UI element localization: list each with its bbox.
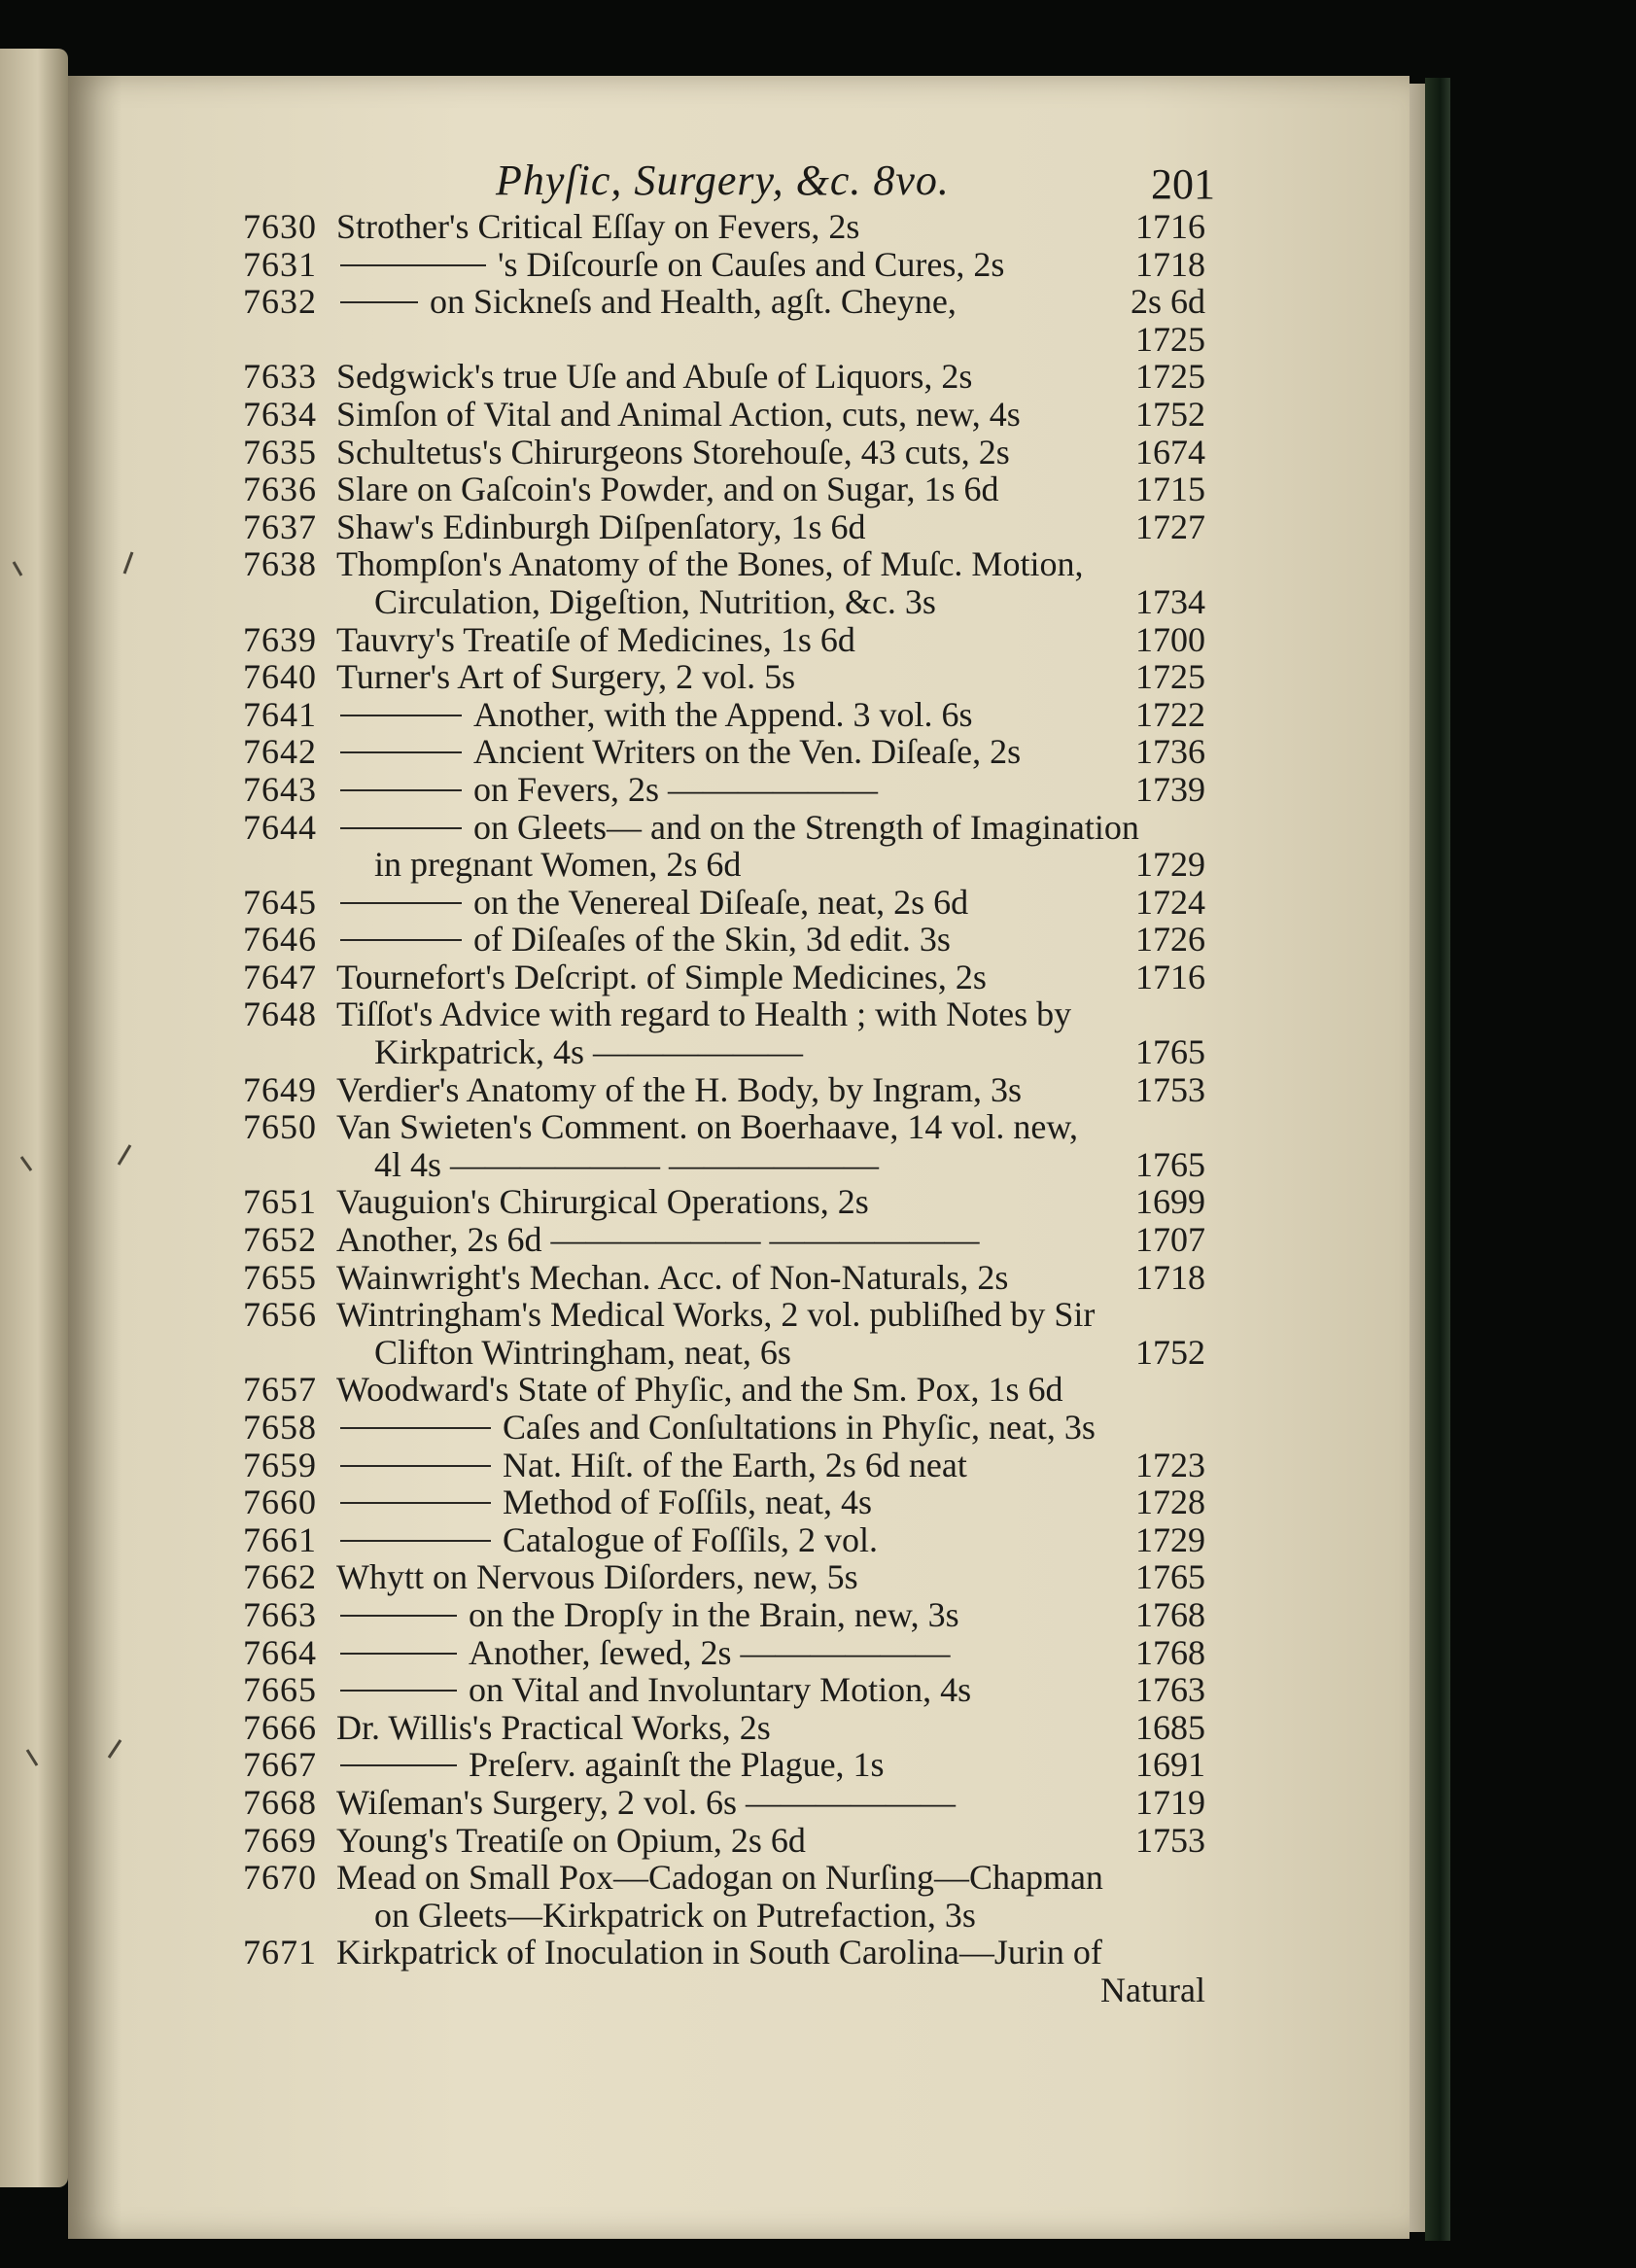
catalogue-entry [243, 1671, 1205, 1709]
entry-title: Turner's Art of Surgery, 2 vol. 5s [336, 657, 796, 697]
entry-continuation [243, 1146, 1205, 1184]
catalogue-entry [243, 1634, 1205, 1672]
catalogue-entry [243, 621, 1205, 659]
entry-number: 7631 [243, 244, 317, 284]
entry-title: on Fevers, 2s —————— [473, 769, 878, 809]
entry-continuation [243, 1033, 1205, 1071]
entry-title: Mead on Small Pox—Cadogan on Nurſing—Chapman [336, 1858, 1103, 1898]
entry-number: 7633 [243, 357, 317, 397]
entry-year: 1728 [1135, 1483, 1205, 1522]
catalogue-entry [243, 434, 1205, 471]
entry-title: on Gleets— and on the Strength of Imagination [473, 807, 1139, 847]
entry-year: 1739 [1135, 769, 1205, 809]
entry-title: Young's Treatiſe on Opium, 2s 6d [336, 1820, 806, 1860]
entry-title: Wainwright's Mechan. Acc. of Non-Naturals, 2s [336, 1257, 1009, 1297]
catalogue-entry [243, 1746, 1205, 1784]
entry-number: 7656 [243, 1295, 317, 1335]
catalogue-entry [243, 545, 1205, 583]
entry-year: 1723 [1135, 1445, 1205, 1484]
entry-number: 7641 [243, 694, 317, 734]
entry-number: 7670 [243, 1858, 317, 1898]
entry-title: Verdier's Anatomy of the H. Body, by Ingram, 3s [336, 1069, 1023, 1109]
entry-year: 1753 [1135, 1820, 1205, 1860]
entry-year: 2s 6d [1130, 282, 1205, 322]
entry-number: 7661 [243, 1519, 317, 1559]
entry-year: 1725 [1135, 319, 1205, 359]
catalogue-entry [243, 658, 1205, 696]
entry-year: 1753 [1135, 1069, 1205, 1109]
entry-continuation [243, 1334, 1205, 1372]
catalogue-entry [243, 1071, 1205, 1109]
entry-number: 7651 [243, 1182, 317, 1222]
catalogue-entry [243, 1784, 1205, 1822]
entry-year: 1724 [1135, 882, 1205, 922]
catalogue-entry [243, 283, 1205, 321]
entry-title: Sedgwick's true Uſe and Abuſe of Liquors, 2s [336, 357, 973, 397]
entry-number: 7643 [243, 769, 317, 809]
entry-title: Nat. Hiſt. of the Earth, 2s 6d neat [503, 1445, 967, 1484]
catalogue-entry [243, 809, 1205, 847]
catalogue-entry [243, 1409, 1205, 1447]
ditto-rule [340, 1502, 491, 1504]
entry-number: 7648 [243, 994, 317, 1034]
entry-number: 7649 [243, 1069, 317, 1109]
ditto-rule [340, 715, 462, 716]
entry-number: 7665 [243, 1670, 317, 1710]
catalogue-entry [243, 208, 1205, 246]
entry-year: 1691 [1135, 1745, 1205, 1785]
catalogue-entry [243, 995, 1205, 1033]
catalogue-entry [243, 1371, 1205, 1409]
entry-number: 7644 [243, 807, 317, 847]
entry-title: Simſon of Vital and Animal Action, cuts, new, 4s [336, 394, 1021, 434]
page-header [496, 156, 1215, 214]
entry-title: Wiſeman's Surgery, 2 vol. 6s —————— [336, 1782, 956, 1822]
entry-number: 7658 [243, 1408, 317, 1447]
entry-title: of Diſeaſes of the Skin, 3d edit. 3s [473, 920, 951, 960]
catalogue-entry [243, 246, 1205, 284]
catalogue-entry [243, 1934, 1205, 1971]
entry-year: 1699 [1135, 1182, 1205, 1222]
catalogue-entry [243, 471, 1205, 508]
ditto-rule [340, 789, 462, 791]
entry-year: 1768 [1135, 1632, 1205, 1672]
entry-year: 1763 [1135, 1670, 1205, 1710]
entry-number: 7650 [243, 1107, 317, 1147]
entry-title: on the Dropſy in the Brain, new, 3s [469, 1594, 959, 1634]
catalogue-entry [243, 1596, 1205, 1634]
entry-title: Caſes and Conſultations in Phyſic, neat, 3s [503, 1408, 1096, 1447]
entry-title: Ancient Writers on the Ven. Diſeaſe, 2s [473, 732, 1022, 772]
catalogue-entry [243, 1296, 1205, 1334]
entry-year: 1765 [1135, 1557, 1205, 1597]
entry-title: Kirkpatrick of Inoculation in South Carolina—Jurin of [336, 1933, 1102, 1972]
entry-number: 7646 [243, 920, 317, 960]
entry-year: 1718 [1135, 1257, 1205, 1297]
entry-number: 7664 [243, 1632, 317, 1672]
catalogue-entry [243, 1709, 1205, 1747]
entry-year: 1726 [1135, 920, 1205, 960]
entry-title: Whytt on Nervous Diſorders, new, 5s [336, 1557, 858, 1597]
ditto-rule [340, 939, 462, 941]
entry-year: 1719 [1135, 1782, 1205, 1822]
ditto-rule [340, 1690, 457, 1692]
ditto-rule [340, 1615, 457, 1617]
entry-number: 7642 [243, 732, 317, 772]
entry-title: Clifton Wintringham, neat, 6s [374, 1332, 791, 1372]
entry-year: 1729 [1135, 1519, 1205, 1559]
entry-number: 7662 [243, 1557, 317, 1597]
entry-title: on Sickneſs and Health, agſt. Cheyne, [430, 282, 957, 322]
catalogue-entry [243, 959, 1205, 996]
entry-year: 1729 [1135, 845, 1205, 885]
entry-year: 1716 [1135, 957, 1205, 996]
facing-page-edge [0, 49, 68, 2187]
entry-number: 7660 [243, 1483, 317, 1522]
entry-title: Circulation, Digeſtion, Nutrition, &c. 3s [374, 581, 936, 621]
page-number: 201 [1151, 160, 1215, 208]
entry-year: 1765 [1135, 1144, 1205, 1184]
entry-title: Thompſon's Anatomy of the Bones, of Muſc. Motion, [336, 544, 1084, 584]
entry-title: Shaw's Edinburgh Diſpenſatory, 1s 6d [336, 506, 866, 546]
catalogue-entry [243, 1108, 1205, 1146]
entry-title: Strother's Critical Eſſay on Fevers, 2s [336, 207, 860, 246]
entry-year: 1736 [1135, 732, 1205, 772]
entry-title: Tiſſot's Advice with regard to Health ; with Notes by [336, 994, 1072, 1034]
entry-continuation [243, 1897, 1205, 1935]
catalogue-entry [243, 733, 1205, 771]
entry-title: Tournefort's Deſcript. of Simple Medicines, 2s [336, 957, 987, 996]
ditto-rule [340, 1427, 491, 1429]
entry-number: 7671 [243, 1933, 317, 1972]
catalogue-entry [243, 1483, 1205, 1521]
entry-year: 1752 [1135, 394, 1205, 434]
catalogue-entry [243, 771, 1205, 809]
catalogue-entries [243, 208, 1205, 2009]
entry-number: 7663 [243, 1594, 317, 1634]
entry-number: 7655 [243, 1257, 317, 1297]
catalogue-entry [243, 1822, 1205, 1860]
entry-title: on the Venereal Diſeaſe, neat, 2s 6d [473, 882, 969, 922]
entry-number: 7634 [243, 394, 317, 434]
entry-year: 1752 [1135, 1332, 1205, 1372]
entry-number: 7667 [243, 1745, 317, 1785]
entry-title: Method of Foſſils, neat, 4s [503, 1483, 872, 1522]
catalogue-entry [243, 1259, 1205, 1297]
entry-title: Kirkpatrick, 4s —————— [374, 1032, 803, 1072]
catalogue-entry [243, 321, 1205, 359]
entry-year: 1707 [1135, 1220, 1205, 1260]
entry-title: 4l 4s —————— —————— [374, 1144, 880, 1184]
ditto-rule [340, 1540, 491, 1542]
entry-number: 7647 [243, 957, 317, 996]
ditto-rule [340, 751, 462, 753]
entry-number: 7635 [243, 432, 317, 471]
entry-year: 1718 [1135, 244, 1205, 284]
catalogue-entry [243, 396, 1205, 434]
entry-number: 7652 [243, 1220, 317, 1260]
catalogue-entry [243, 358, 1205, 396]
entry-year: 1722 [1135, 694, 1205, 734]
entry-number: 7638 [243, 544, 317, 584]
entry-continuation [243, 846, 1205, 884]
entry-title: Vauguion's Chirurgical Operations, 2s [336, 1182, 869, 1222]
catalogue-entry [243, 884, 1205, 922]
entry-year: 1734 [1135, 581, 1205, 621]
ditto-rule [340, 827, 462, 829]
entry-title: on Gleets—Kirkpatrick on Putrefaction, 3s [374, 1895, 976, 1935]
entry-number: 7645 [243, 882, 317, 922]
catalogue-entry [243, 508, 1205, 546]
entry-year: 1725 [1135, 657, 1205, 697]
entry-number: 7640 [243, 657, 317, 697]
catalogue-entry [243, 1521, 1205, 1559]
ditto-rule [340, 1764, 457, 1766]
catalogue-entry [243, 696, 1205, 734]
catalogue-entry [243, 1447, 1205, 1484]
entry-title: Tauvry's Treatiſe of Medicines, 1s 6d [336, 619, 855, 659]
entry-year: 1715 [1135, 470, 1205, 509]
entry-number: 7630 [243, 207, 317, 246]
entry-continuation [243, 583, 1205, 621]
entry-number: 7668 [243, 1782, 317, 1822]
entry-title: on Vital and Involuntary Motion, 4s [469, 1670, 972, 1710]
entry-title: Preſerv. againſt the Plague, 1s [469, 1745, 885, 1785]
entry-number: 7632 [243, 282, 317, 322]
entry-number: 7659 [243, 1445, 317, 1484]
entry-title: Woodward's State of Phyſic, and the Sm. Pox, 1s 6d [336, 1370, 1063, 1410]
entry-year: 1725 [1135, 357, 1205, 397]
catalogue-entry [243, 1971, 1205, 2009]
catalogue-entry [243, 1221, 1205, 1259]
ditto-rule [340, 1465, 491, 1467]
entry-year: 1674 [1135, 432, 1205, 471]
entry-year: 1765 [1135, 1032, 1205, 1072]
catalogue-entry [243, 921, 1205, 959]
entry-number: 7636 [243, 470, 317, 509]
entry-title: Catalogue of Foſſils, 2 vol. [503, 1519, 878, 1559]
entry-number: 7637 [243, 506, 317, 546]
entry-year: Natural [1100, 1970, 1205, 2009]
catalogue-entry [243, 1859, 1205, 1897]
entry-title: Another, with the Append. 3 vol. 6s [473, 694, 973, 734]
entry-title: 's Diſcourſe on Cauſes and Cures, 2s [498, 244, 1005, 284]
entry-title: Schultetus's Chirurgeons Storehouſe, 43 cuts, 2s [336, 432, 1010, 471]
entry-number: 7669 [243, 1820, 317, 1860]
entry-title: in pregnant Women, 2s 6d [374, 845, 742, 885]
entry-number: 7657 [243, 1370, 317, 1410]
entry-title: Dr. Willis's Practical Works, 2s [336, 1707, 771, 1747]
ditto-rule [340, 264, 486, 266]
ditto-rule [340, 902, 462, 904]
entry-number: 7666 [243, 1707, 317, 1747]
entry-title: Another, 2s 6d —————— —————— [336, 1220, 980, 1260]
entry-title: Another, ſewed, 2s —————— [469, 1632, 951, 1672]
entry-year: 1700 [1135, 619, 1205, 659]
entry-title: Slare on Gaſcoin's Powder, and on Sugar, 1s 6d [336, 470, 999, 509]
entry-title: Van Swieten's Comment. on Boerhaave, 14 vol. new, [336, 1107, 1079, 1147]
entry-year: 1685 [1135, 1707, 1205, 1747]
ditto-rule [340, 301, 418, 303]
entry-title: Wintringham's Medical Works, 2 vol. publiſhed by Sir [336, 1295, 1096, 1335]
catalogue-entry [243, 1558, 1205, 1596]
entry-year: 1716 [1135, 207, 1205, 246]
ditto-rule [340, 1653, 457, 1655]
book-cover [1425, 78, 1450, 2241]
entry-number: 7639 [243, 619, 317, 659]
catalogue-entry [243, 1183, 1205, 1221]
running-head: Phyſic, Surgery, &c. 8vo. [496, 157, 950, 204]
entry-year: 1727 [1135, 506, 1205, 546]
entry-year: 1768 [1135, 1594, 1205, 1634]
